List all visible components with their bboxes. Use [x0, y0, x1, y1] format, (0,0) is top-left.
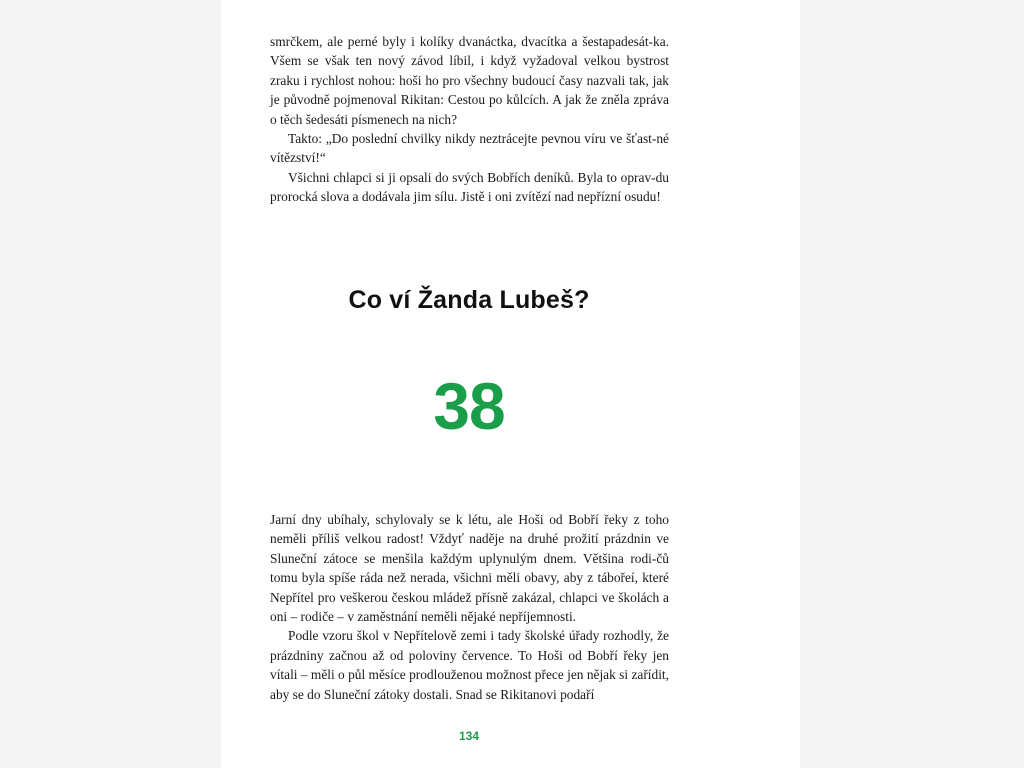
book-page — [221, 0, 800, 768]
page-number: 134 — [458, 729, 480, 743]
bottom-text-block — [270, 510, 669, 704]
paragraph: Jarní dny ubíhaly, schylovaly se k létu, ale Hoši od Bobří řeky z toho neměli příliš velkou radost! Vždyť naděje na druhé prožití prázdnin ve Sluneční zátoce se menšila každým uplynulým dnem. Většina rodi-čů tomu byla spíše ráda než nerada, všichni měli obavy, aby z tábořeí, které Nepřítel pro veškerou českou mládež přísně zakázal, chlapci ve školách a oni – rodiče – v zaměstnání neměli nějaké nepříjemnosti. — [270, 512, 669, 625]
paragraph: Všichni chlapci si ji opsali do svých Bobřích deníků. Byla to oprav-du prorocká slova a dodávala jim sílu. Jistě i oni zvítězí nad nepřízní osudu! — [270, 169, 669, 205]
chapter-title: Co ví Žanda Lubeš? — [348, 286, 590, 314]
paragraph: smrčkem, ale perné byly i kolíky dvanáctka, dvacítka a šestapadesát-ka. Všem se však ten nový závod líbil, i když vyžadoval velkou bystrost zraku i rychlost nohou: hoši ho pro všechny budoucí časy nazvali tak, jak je původně pojmenoval Rikitan: Cestou po kůlcích. A jak že zněla zpráva o těch šedesáti písmenech na nich? — [270, 34, 669, 127]
top-text-block — [270, 32, 669, 207]
chapter-number: 38 — [433, 369, 505, 443]
paragraph: Takto: „Do poslední chvilky nikdy neztrácejte pevnou víru ve šťast-né vítězství!“ — [270, 131, 669, 166]
paragraph: Podle vzoru škol v Nepřítelově zemi i tady školské úřady rozhodly, že prázdniny začnou až od poloviny července. To Hoši od Bobří řeky jen vítali – měli o půl měsíce prodlouženou možnost přece jen nějak si zařídit, aby se do Sluneční zátoky dostali. Snad se Rikitanovi podaří — [270, 628, 669, 702]
